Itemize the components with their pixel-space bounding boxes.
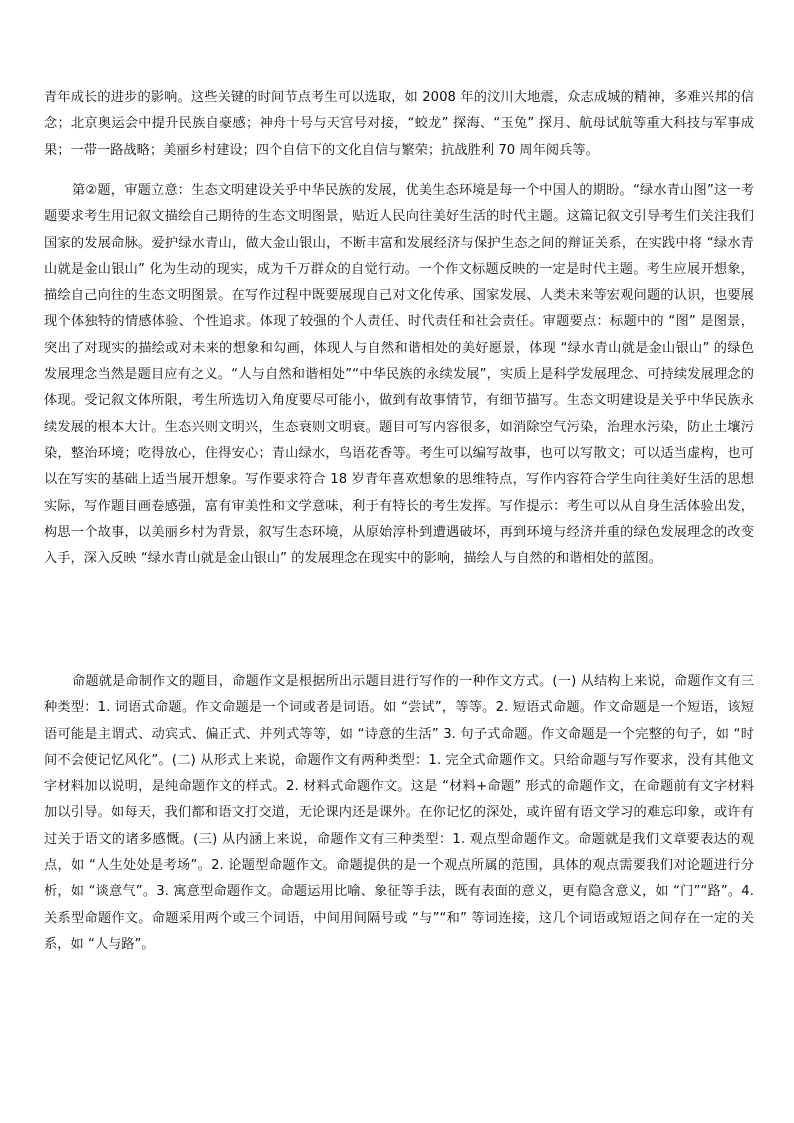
paragraph-question-2-analysis: 第②题，审题立意：生态文明建设关乎中华民族的发展，优美生态环境是每一个中国人的期盼。“绿水青山图”这一考题要求考生用记叙文描绘自己期待的生态文明图景，贴近人民向往美好生活的时代主题。这篇记叙文引导考生们关注我们国家的发展命脉。爱护绿水青山，做大金山银山，不断丰富和发展经济与保护生态之间的辩证关系，在实践中将 “绿水青山就是金山银山” 化为生动的现实，成为千万群众的自觉行动。一个作文标题反映的一定是时代主题。考生应展开想象，描绘自己向往的生态文明图景。在写作过程中既要展现自己对文化传承、国家发展、人类未来等宏观问题的认识，也要展现个体独特的情感体验、个性追求。体现了较强的个人责任、时代责任和社会责任。审题要点：标题中的 “图” 是图景，突出了对现实的描绘或对未来的想象和勾画，体现人与自然和谐相处的美好愿景，体现 “绿水青山就是金山银山” 的绿色发展理念当然是题目应有之义。“人与自然和谐相处”“中华民族的永续发展”，实质上是科学发展理念、可持续发展理念的体现。受记叙文体所限，考生所选切入角度要尽可能小，做到有故事情节，有细节描写。生态文明建设是关乎中华民族永续发展的根本大计。生态兴则文明兴，生态衰则文明衰。题目可写内容很多，如消除空气污染，治理水污染，防止土壤污染，整治环境；吃得放心，住得安心；青山绿水，鸟语花香等。考生可以编写故事，也可以写散文；可以适当虚构，也可以在写实的基础上适当展开想象。写作要求符合 18 岁青年喜欢想象的思维特点，写作内容符合学生向往美好生活的思想实际，写作题目画卷感强，富有审美性和文学意味，利于有特长的考生发挥。写作提示：考生可以从自身生活体验出发，构思一个故事，以美丽乡村为背景，叙写生态环境，从原始淳朴到遭遇破坏，再到环境与经济并重的绿色发展理念的改变入手，深入反映 “绿水青山就是金山银山” 的发展理念在现实中的影响，描绘人与自然的和谐相处的蓝图。 [44,183,754,567]
paragraph-proposition-essay-types: 命题就是命制作文的题目，命题作文是根据所出示题目进行写作的一种作文方式。(一) 从结构上来说，命题作文有三种类型：1. 词语式命题。作文命题是一个词或者是词语。如 “尝试”，等等。2. 短语式命题。作文命题是一个短语，该短语可能是主谓式、动宾式、偏正式、并列式等等，如 “诗意的生活” 3. 句子式命题。作文命题是一个完整的句子，如 “时间不会使记忆风化”。(二) 从形式上来说，命题作文有两种类型：1. 完全式命题作文。只给命题与写作要求，没有其他文字材料加以说明，是纯命题作文的样式。2. 材料式命题作文。这是 “材料+命题” 形式的命题作文，在命题前有文字材料加以引导。如每天，我们都和语文打交道，无论课内还是课外。在你记忆的深处，或许留有语文学习的难忘印象，或许有过关于语文的诸多感慨。(三) 从内涵上来说，命题作文有三种类型：1. 观点型命题作文。命题就是我们文章要表达的观点，如 “人生处处是考场”。2. 论题型命题作文。命题提供的是一个观点所属的范围，具体的观点需要我们对论题进行分析，如 “谈意气”。3. 寓意型命题作文。命题运用比喻、象征等手法，既有表面的意义，更有隐含意义，如 “门”“路”。4. 关系型命题作文。命题采用两个或三个词语，中间用间隔号或 “与”“和” 等词连接，这几个词语或短语之间存在一定的关系，如 “人与路”。 [44,674,754,952]
paragraph-continuation: 青年成长的进步的影响。这些关键的时间节点考生可以选取，如 2008 年的汶川大地震，众志成城的精神，多难兴邦的信念；北京奥运会中提升民族自豪感；神舟十号与天宫号对接，“蛟龙” 探海、“玉兔” 探月、航母试航等重大科技与军事成果；一带一路战略；美丽乡村建设；四个自信下的文化自信与繁荣；抗战胜利 70 周年阅兵等。 [44,90,754,158]
